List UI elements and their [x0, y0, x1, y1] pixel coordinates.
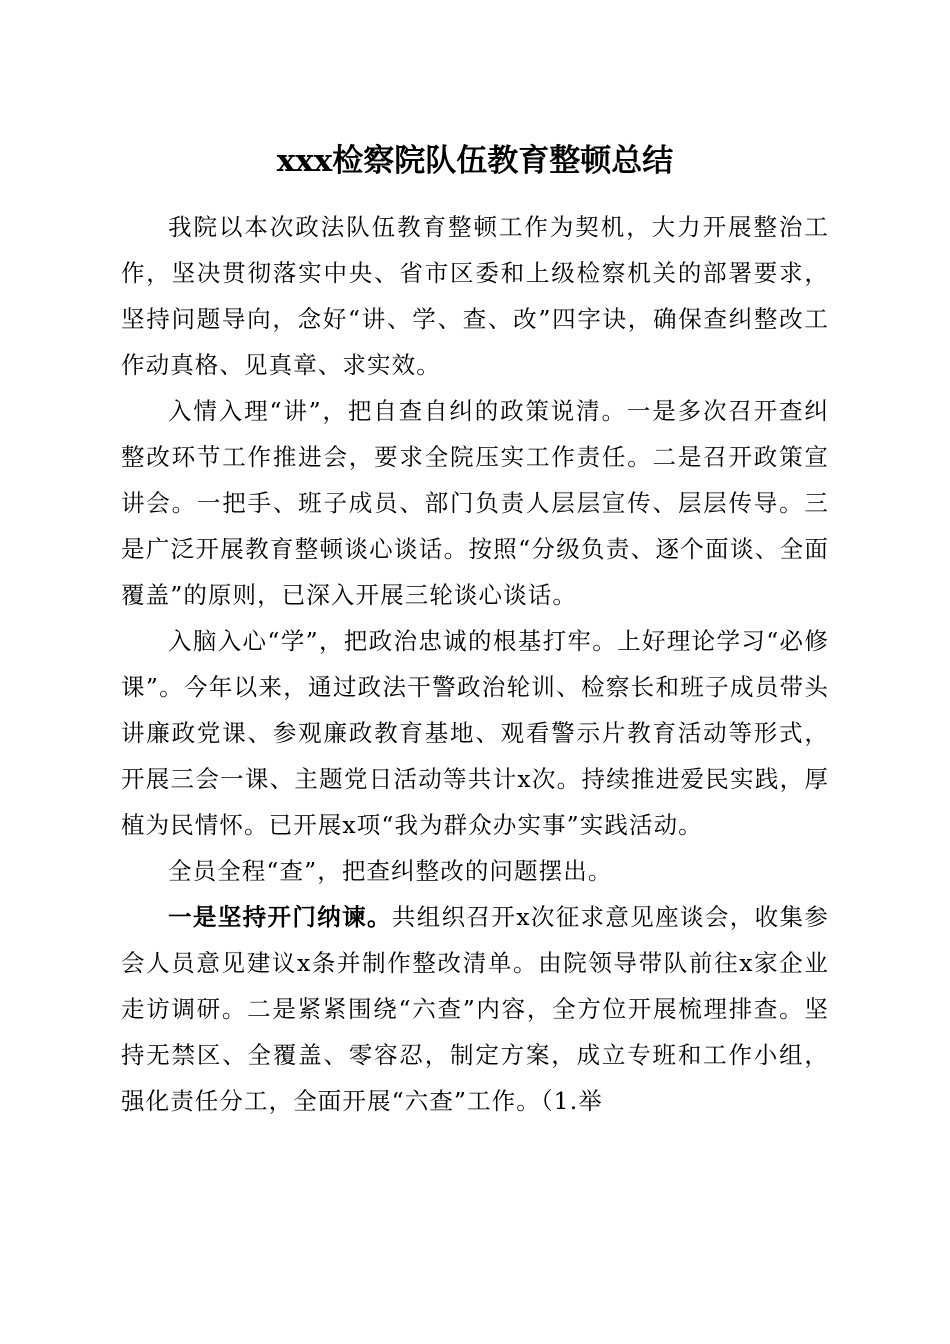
- paragraph-xue: [121, 618, 829, 848]
- paragraph-text: 我院以本次政法队伍教育整顿工作为契机，大力开展整治工作，坚决贯彻落实中央、省市区委和上级检察机关的部署要求，坚持问题导向，念好“讲、学、查、改”四字诀，确保查纠整改工作动真格、见真章、求实效。: [121, 213, 829, 379]
- paragraph-text: 全员全程“查”，把查纠整改的问题摆出。: [168, 857, 613, 885]
- paragraph-text: 共组织召开x次征求意见座谈会，收集参会人员意见建议x条并制作整改清单。由院领导带队前往x家企业走访调研。二是紧紧围绕“六查”内容，全方位开展梳理排查。坚持无禁区、全覆盖、零容忍，制定方案，成立专班和工作小组，强化责任分工，全面开展“六查”工作。（1.举: [121, 903, 829, 1115]
- paragraph-text: 入脑入心“学”，把政治忠诚的根基打牢。上好理论学习“必修课”。今年以来，通过政法干警政治轮训、检察长和班子成员带头讲廉政党课、参观廉政教育基地、观看警示片教育活动等形式，开展三会一课、主题党日活动等共计x次。持续推进爱民实践，厚植为民情怀。已开展x项“我为群众办实事”实践活动。: [121, 627, 829, 839]
- paragraph-kaimen: [121, 894, 829, 1124]
- document-body: [121, 204, 829, 1124]
- paragraph-text: 入情入理“讲”，把自查自纠的政策说清。一是多次召开查纠整改环节工作推进会，要求全院压实工作责任。二是召开政策宣讲会。一把手、班子成员、部门负责人层层宣传、层层传导。三是广泛开展教育整顿谈心谈话。按照“分级负责、逐个面谈、全面覆盖”的原则，已深入开展三轮谈心谈话。: [121, 397, 829, 609]
- paragraph-intro: [121, 204, 829, 388]
- paragraph-lead-bold: 一是坚持开门纳谏。: [168, 903, 392, 931]
- paragraph-jiang: [121, 388, 829, 618]
- document-title: xxx检察院队伍教育整顿总结: [276, 143, 674, 179]
- paragraph-cha: [121, 848, 829, 894]
